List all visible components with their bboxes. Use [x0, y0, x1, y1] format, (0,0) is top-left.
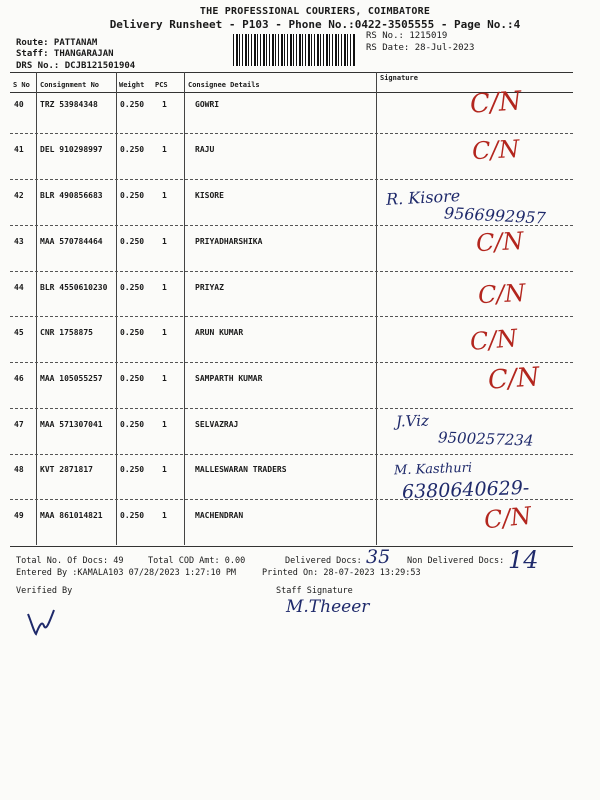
row-consignment: TRZ 53984348	[40, 100, 98, 109]
row-sno: 45	[14, 328, 24, 337]
handwritten-phone: 6380640629-	[401, 476, 530, 504]
signature-cn: C/N	[487, 362, 541, 396]
row-divider	[10, 271, 573, 272]
header-weight: Weight	[119, 81, 145, 89]
staff-signature: M.Theeer	[286, 597, 370, 617]
signature-cn: C/N	[469, 86, 523, 120]
entered-by: Entered By :KAMALA103 07/28/2023 1:27:10 PM	[16, 568, 237, 578]
row-weight: 0.250	[120, 328, 145, 337]
signature-cn: C/N	[482, 501, 533, 535]
row-consignee: MACHENDRAN	[195, 511, 244, 520]
row-divider	[10, 408, 573, 409]
row-consignment: MAA 570784464	[40, 237, 103, 246]
row-pcs: 1	[162, 511, 167, 520]
rs-date: RS Date: 28-Jul-2023	[366, 43, 475, 53]
row-pcs: 1	[162, 100, 167, 109]
company-name: THE PROFESSIONAL COURIERS, COIMBATORE	[199, 6, 431, 17]
row-consignee: PRIYADHARSHIKA	[195, 237, 263, 246]
signature-cn: C/N	[477, 278, 527, 310]
header-signature: Signature	[380, 74, 418, 82]
non-delivered-docs-label: Non Delivered Docs:	[407, 556, 505, 566]
row-consignee: KISORE	[195, 191, 224, 200]
header-sno: S No	[13, 81, 30, 89]
row-consignee: PRIYAZ	[195, 283, 224, 292]
row-weight: 0.250	[120, 145, 145, 154]
row-consignment: DEL 910298997	[40, 145, 103, 154]
header-pcs: PCS	[155, 81, 168, 89]
row-consignment: BLR 490856683	[40, 191, 103, 200]
handwritten-phone: 9500257234	[437, 428, 534, 450]
signature-name: R. Kisore	[385, 186, 461, 209]
total-docs: Total No. Of Docs: 49	[16, 556, 124, 566]
row-consignee: SAMPARTH KUMAR	[195, 374, 263, 383]
staff-signature-label: Staff Signature	[276, 586, 353, 596]
signature-cn: C/N	[471, 134, 521, 166]
column-divider	[184, 72, 185, 545]
row-sno: 46	[14, 374, 24, 383]
row-weight: 0.250	[120, 100, 145, 109]
row-pcs: 1	[162, 420, 167, 429]
column-divider	[376, 72, 377, 545]
row-weight: 0.250	[120, 511, 145, 520]
staff-label: Staff: THANGARAJAN	[16, 49, 114, 59]
non-delivered-count: 14	[508, 546, 539, 574]
runsheet-title: Delivery Runsheet - P103 - Phone No.:0422-3505555 - Page No.:4	[109, 18, 521, 31]
row-consignment: BLR 4550610230	[40, 283, 108, 292]
row-divider	[10, 454, 573, 455]
row-consignee: GOWRI	[195, 100, 220, 109]
row-consignee: SELVAZRAJ	[195, 420, 239, 429]
printed-on: Printed On: 28-07-2023 13:29:53	[262, 568, 421, 578]
verifier-signature-mark	[24, 604, 64, 638]
row-consignment: KVT 2871817	[40, 465, 93, 474]
barcode	[233, 34, 355, 66]
row-sno: 40	[14, 100, 24, 109]
header-consignee: Consignee Details	[188, 81, 260, 89]
row-consignee: ARUN KUMAR	[195, 328, 244, 337]
row-divider	[10, 179, 573, 180]
row-weight: 0.250	[120, 283, 145, 292]
row-sno: 49	[14, 511, 24, 520]
verified-by-label: Verified By	[16, 586, 73, 596]
row-consignment: MAA 861014821	[40, 511, 103, 520]
route-label: Route: PATTANAM	[16, 38, 98, 48]
row-sno: 48	[14, 465, 24, 474]
row-pcs: 1	[162, 374, 167, 383]
row-sno: 47	[14, 420, 24, 429]
row-divider	[10, 362, 573, 363]
row-weight: 0.250	[120, 420, 145, 429]
row-pcs: 1	[162, 145, 167, 154]
row-weight: 0.250	[120, 465, 145, 474]
drs-number: DRS No.: DCJB121501904	[16, 61, 136, 71]
row-pcs: 1	[162, 328, 167, 337]
row-sno: 42	[14, 191, 24, 200]
row-consignment: CNR 1758875	[40, 328, 93, 337]
table-top-rule	[10, 72, 573, 73]
row-divider	[10, 316, 573, 317]
row-weight: 0.250	[120, 237, 145, 246]
row-consignee: RAJU	[195, 145, 215, 154]
signature-name: J.Viz	[395, 411, 430, 431]
signature-cn: C/N	[475, 226, 525, 258]
row-pcs: 1	[162, 283, 167, 292]
table-bottom-rule	[10, 546, 573, 547]
row-weight: 0.250	[120, 374, 145, 383]
signature-name: M. Kasthuri	[393, 460, 473, 479]
header-consignment: Consignment No	[40, 81, 100, 89]
delivered-count: 35	[366, 546, 391, 568]
delivered-docs-label: Delivered Docs:	[285, 556, 362, 566]
signature-cn: C/N	[468, 323, 519, 357]
column-divider	[116, 72, 117, 545]
row-pcs: 1	[162, 237, 167, 246]
row-divider	[10, 133, 573, 134]
column-divider	[36, 72, 37, 545]
row-consignment: MAA 105055257	[40, 374, 103, 383]
row-weight: 0.250	[120, 191, 145, 200]
row-divider	[10, 225, 573, 226]
row-pcs: 1	[162, 465, 167, 474]
row-sno: 41	[14, 145, 24, 154]
row-consignee: MALLESWARAN TRADERS	[195, 465, 287, 474]
row-pcs: 1	[162, 191, 167, 200]
handwritten-phone: 9566992957	[443, 203, 547, 228]
row-sno: 44	[14, 283, 24, 292]
total-cod: Total COD Amt: 0.00	[148, 556, 246, 566]
row-sno: 43	[14, 237, 24, 246]
row-consignment: MAA 571307041	[40, 420, 103, 429]
rs-number: RS No.: 1215019	[366, 31, 448, 41]
